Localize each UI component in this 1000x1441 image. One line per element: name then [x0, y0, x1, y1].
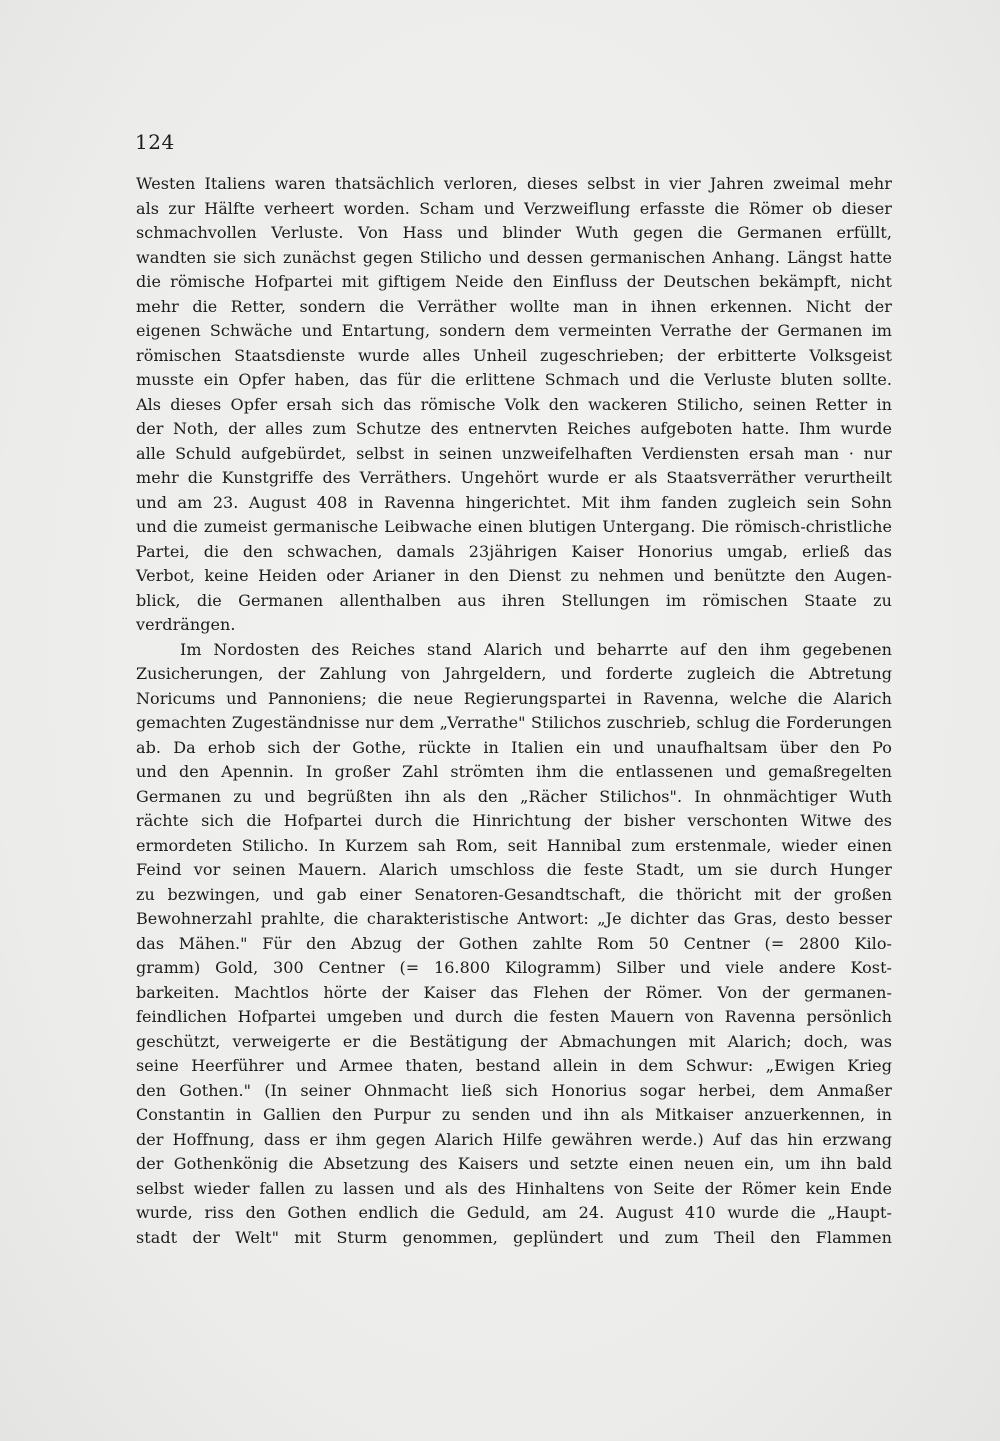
text-line: schmachvollen Verluste. Von Hass und blinder Wuth gegen die Germanen erfüllt, — [136, 223, 892, 242]
text-line: die römische Hofpartei mit giftigem Neide den Einfluss der Deutschen bekämpft, nicht — [136, 272, 892, 291]
text-line: eigenen Schwäche und Entartung, sondern dem vermeinten Verrathe der Germanen im — [136, 321, 892, 340]
text-line: der Hoffnung, dass er ihm gegen Alarich Hilfe gewähren werde.) Auf das hin erzwang — [136, 1129, 892, 1149]
text-line: stadt der Welt" mit Sturm genommen, geplündert und zum Theil den Flammen — [136, 1227, 892, 1247]
text-line: Partei, die den schwachen, damals 23jährigen Kaiser Honorius umgab, erließ das — [136, 541, 892, 561]
text-line: Im Nordosten des Reiches stand Alarich und beharrte auf den ihm gegebenen — [180, 639, 892, 659]
text-line: rächte sich die Hofpartei durch die Hinrichtung der bisher verschonten Witwe des — [136, 811, 892, 830]
text-line: und die zumeist germanische Leibwache einen blutigen Untergang. Die römisch-christliche — [136, 517, 892, 536]
text-line: der Noth, der alles zum Schutze des entnervten Reiches aufgeboten hatte. Ihm wurde — [136, 419, 892, 438]
text-line: Westen Italiens waren thatsächlich verloren, dieses selbst in vier Jahren zweimal mehr — [136, 174, 892, 193]
text-line: mehr die Kunstgriffe des Verräthers. Ungehört wurde er als Staatsverräther verurtheilt — [136, 468, 892, 487]
paragraph — [136, 638, 892, 1251]
text-line: wurde, riss den Gothen endlich die Geduld, am 24. August 410 wurde die „Haupt- — [136, 1203, 892, 1222]
text-line: barkeiten. Machtlos hörte der Kaiser das Flehen der Römer. Von der germanen- — [136, 982, 892, 1002]
text-line: alle Schuld aufgebürdet, selbst in seinen unzweifelhaften Verdiensten ersah man · nur — [136, 443, 892, 463]
text-line: wandten sie sich zunächst gegen Stilicho und dessen germanischen Anhang. Längst hatte — [136, 247, 892, 267]
text-line: Als dieses Opfer ersah sich das römische Volk den wackeren Stilicho, seinen Retter in — [136, 394, 892, 414]
page-number: 124 — [135, 130, 175, 154]
text-line: ermordeten Stilicho. In Kurzem sah Rom, seit Hannibal zum erstenmale, wieder einen — [136, 835, 892, 855]
text-line: als zur Hälfte verheert worden. Scham und Verzweiflung erfasste die Römer ob dieser — [136, 198, 892, 218]
text-line: der Gothenkönig die Absetzung des Kaisers und setzte einen neuen ein, um ihn bald — [136, 1154, 892, 1173]
text-line: und den Apennin. In großer Zahl strömten ihm die entlassenen und gemaßregelten — [136, 762, 892, 781]
text-line: Verbot, keine Heiden oder Arianer in den Dienst zu nehmen und benützte den Augen- — [136, 566, 892, 585]
text-line: ab. Da erhob sich der Gothe, rückte in Italien ein und unaufhaltsam über den Po — [136, 737, 892, 757]
body-text — [136, 172, 892, 1250]
text-line: geschützt, verweigerte er die Bestätigung der Abmachungen mit Alarich; doch, was — [136, 1031, 892, 1051]
text-line: Zusicherungen, der Zahlung von Jahrgeldern, und forderte zugleich die Abtretung — [136, 664, 892, 683]
text-line: den Gothen." (In seiner Ohnmacht ließ sich Honorius sogar herbei, dem Anmaßer — [136, 1080, 892, 1100]
text-line: musste ein Opfer haben, das für die erlittene Schmach und die Verluste bluten sollte. — [136, 370, 892, 389]
text-line: feindlichen Hofpartei umgeben und durch die festen Mauern von Ravenna persönlich — [136, 1007, 892, 1026]
text-line: Germanen zu und begrüßten ihn als den „Rächer Stilichos". In ohnmächtiger Wuth — [136, 786, 892, 806]
text-line: seine Heerführer und Armee thaten, bestand allein in dem Schwur: „Ewigen Krieg — [136, 1056, 892, 1075]
text-line: zu bezwingen, und gab einer Senatoren-Gesandtschaft, die thöricht mit der großen — [136, 884, 892, 904]
text-line: und am 23. August 408 in Ravenna hingerichtet. Mit ihm fanden zugleich sein Sohn — [136, 492, 892, 512]
text-line: verdrängen. — [136, 615, 236, 634]
text-line: gramm) Gold, 300 Centner (= 16.800 Kilogramm) Silber und viele andere Kost- — [136, 958, 892, 977]
text-line: Bewohnerzahl prahlte, die charakteristische Antwort: „Je dichter das Gras, desto besser — [136, 909, 892, 928]
text-line: mehr die Retter, sondern die Verräther wollte man in ihnen erkennen. Nicht der — [136, 296, 892, 316]
text-line: gemachten Zugeständnisse nur dem „Verrathe" Stilichos zuschrieb, schlug die Forderungen — [136, 713, 892, 732]
text-line: Noricums und Pannoniens; die neue Regierungspartei in Ravenna, welche die Alarich — [136, 688, 892, 708]
text-line: selbst wieder fallen zu lassen und als des Hinhaltens von Seite der Römer kein Ende — [136, 1178, 892, 1198]
text-line: das Mähen." Für den Abzug der Gothen zahlte Rom 50 Centner (= 2800 Kilo- — [136, 933, 892, 953]
paragraph — [136, 172, 892, 638]
text-line: Constantin in Gallien den Purpur zu senden und ihn als Mitkaiser anzuerkennen, in — [136, 1105, 892, 1124]
text-line: römischen Staatsdienste wurde alles Unheil zugeschrieben; der erbitterte Volksgeist — [136, 345, 892, 365]
text-line: blick, die Germanen allenthalben aus ihren Stellungen im römischen Staate zu — [136, 590, 892, 610]
text-line: Feind vor seinen Mauern. Alarich umschloss die feste Stadt, um sie durch Hunger — [136, 860, 892, 879]
